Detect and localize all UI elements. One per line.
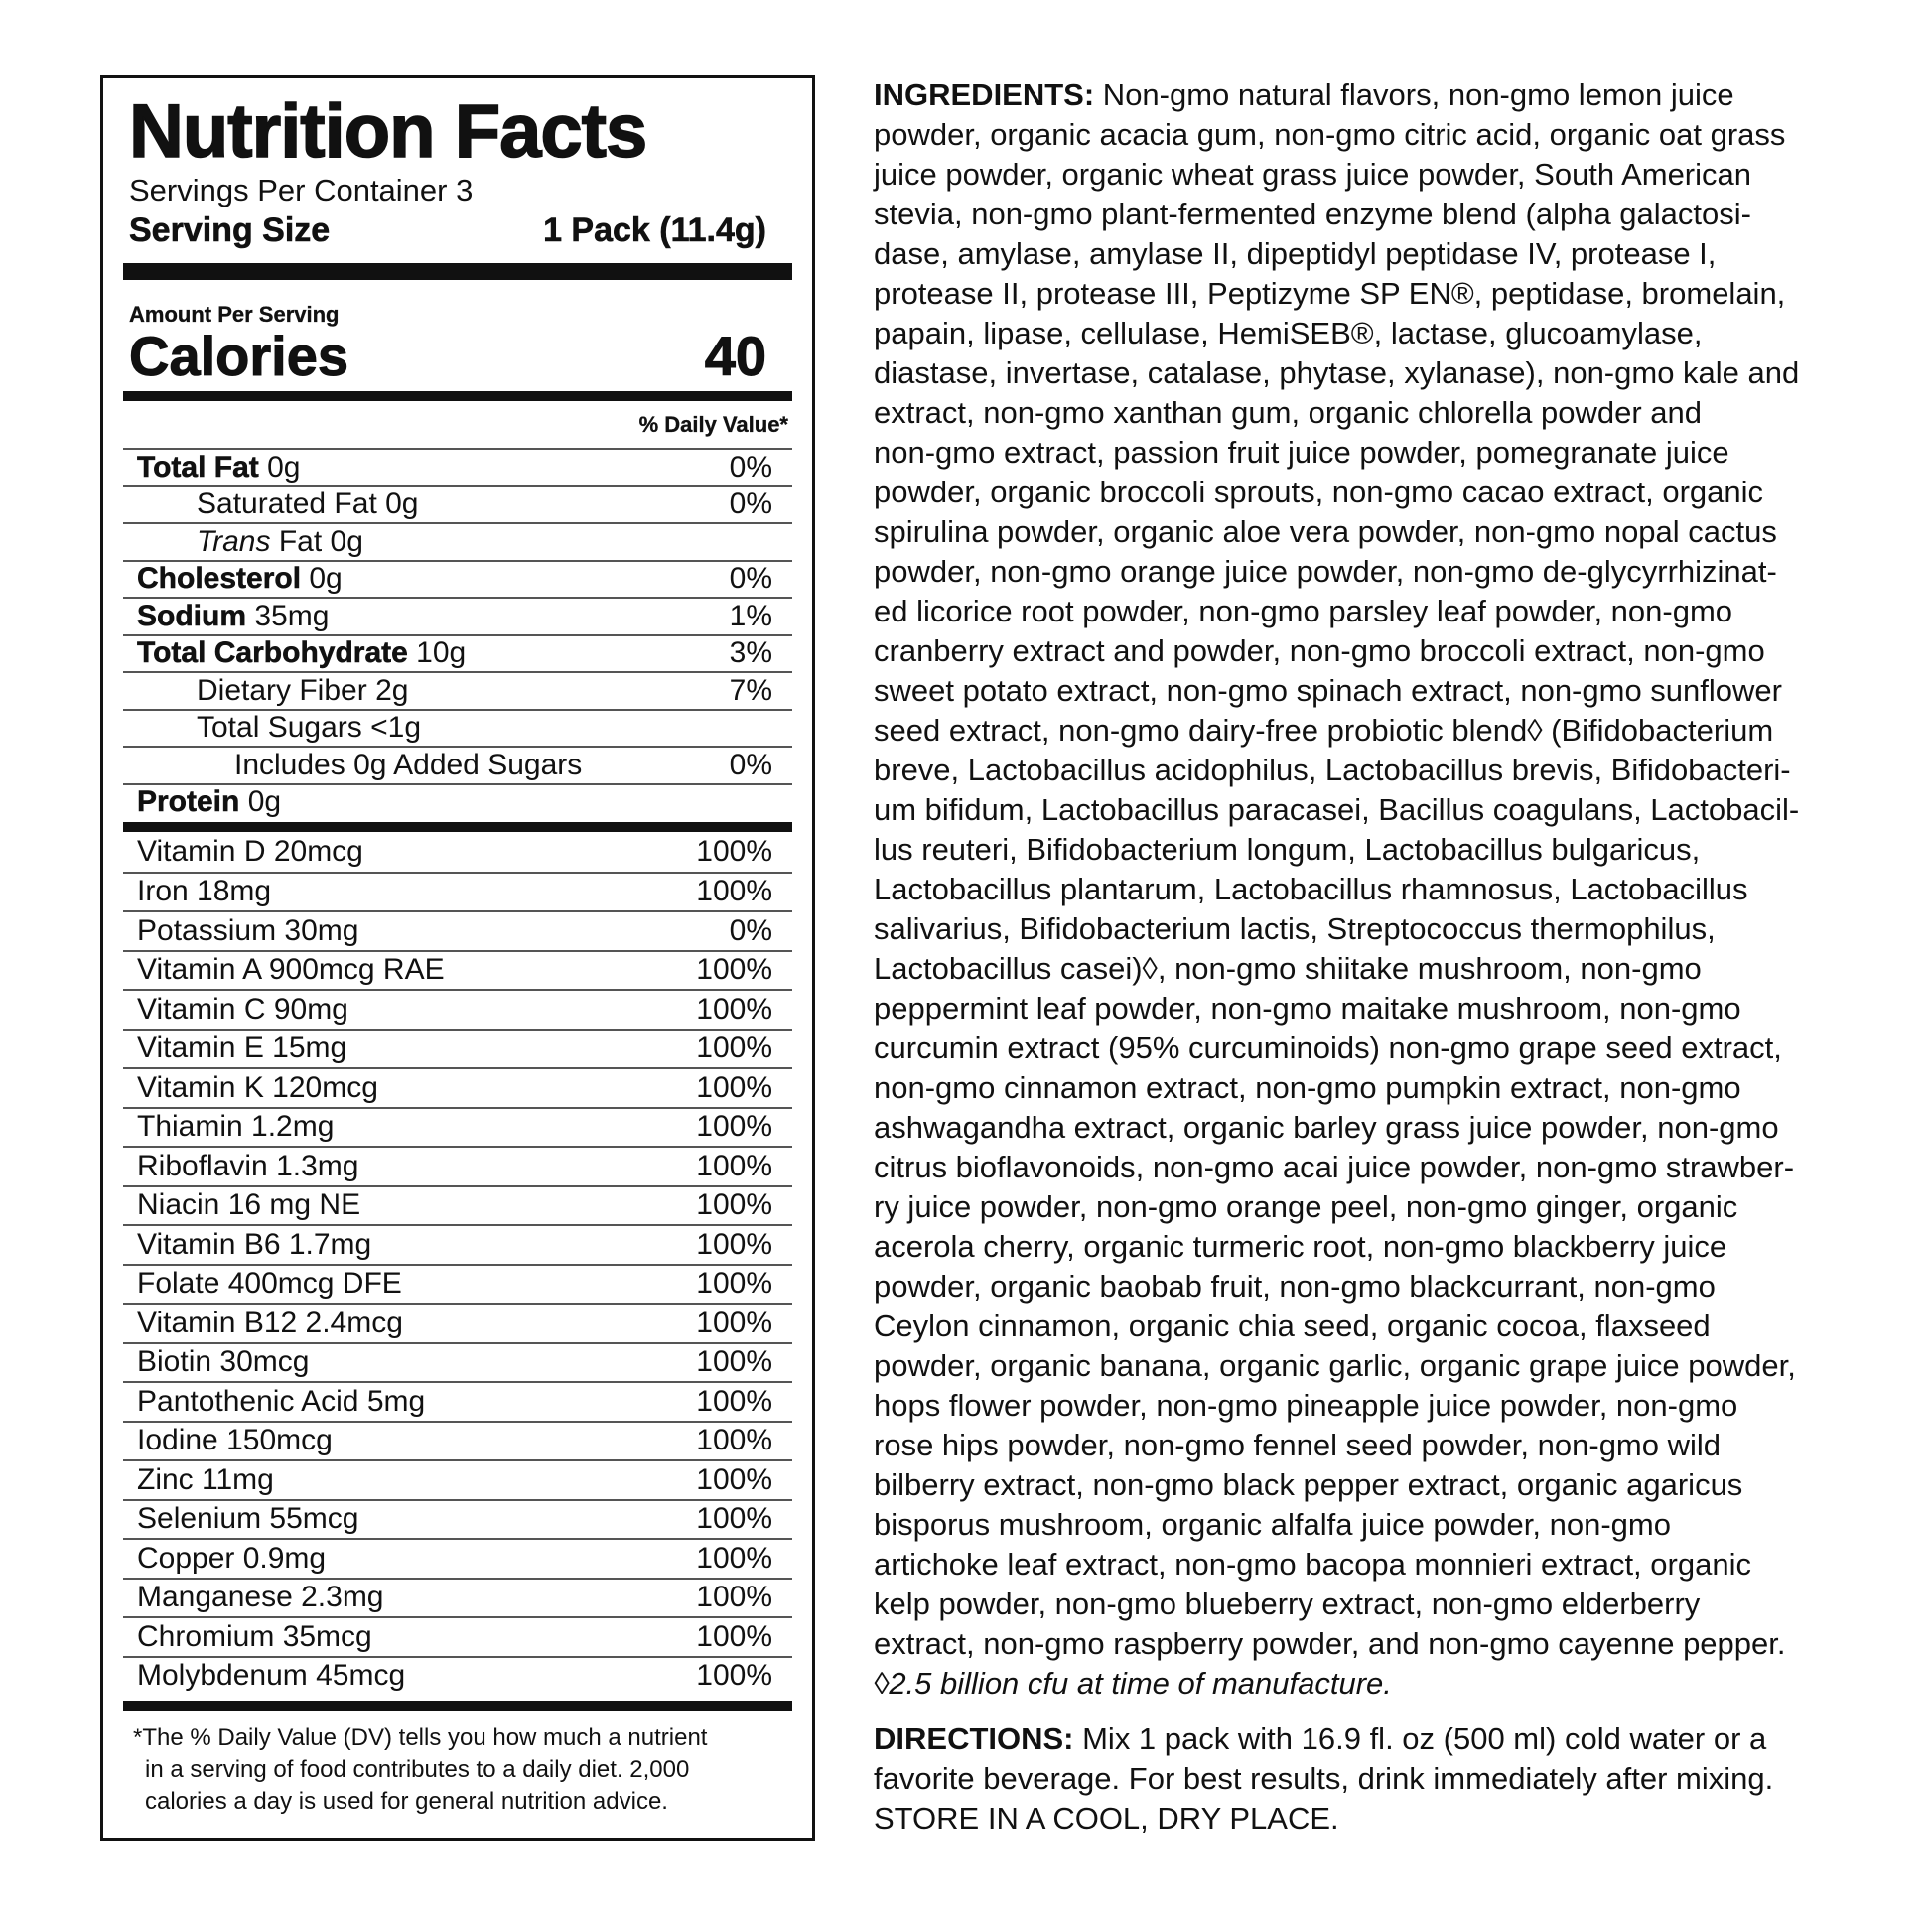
serving-size-label: Serving Size xyxy=(129,211,331,249)
ingredients-line: powder, organic banana, organic garlic, organic grape juice powder, xyxy=(874,1348,1796,1383)
nutrient-name: Includes 0g Added Sugars xyxy=(234,748,583,781)
ingredients-line: sweet potato extract, non-gmo spinach extract, non-gmo sunflower xyxy=(874,673,1782,708)
footnote-line: in a serving of food contributes to a daily diet. 2,000 xyxy=(145,1756,690,1783)
vitamin-row xyxy=(123,1067,792,1107)
ingredients-line: Ceylon cinnamon, organic chia seed, organic cocoa, flaxseed xyxy=(874,1309,1711,1343)
vitamin-label: Manganese 2.3mg xyxy=(137,1581,384,1614)
ingredients-line: acerola cherry, organic turmeric root, non-gmo blackberry juice xyxy=(874,1229,1727,1264)
vitamin-dv: 100% xyxy=(696,1541,772,1575)
ingredients-label: INGREDIENTS: xyxy=(874,77,1095,112)
vitamin-label: Vitamin B6 1.7mg xyxy=(137,1227,372,1261)
ingredients-line: bilberry extract, non-gmo black pepper extract, organic agaricus xyxy=(874,1467,1743,1502)
vitamin-row xyxy=(123,1342,792,1382)
vitamin-label: Selenium 55mcg xyxy=(137,1502,359,1536)
ingredients-line: non-gmo extract, passion fruit juice powder, pomegranate juice xyxy=(874,435,1729,470)
ingredients-line: dase, amylase, amylase II, dipeptidyl peptidase IV, protease I, xyxy=(874,236,1717,271)
vitamin-label: Chromium 35mcg xyxy=(137,1619,372,1653)
ingredients-line: rose hips powder, non-gmo fennel seed powder, non-gmo wild xyxy=(874,1428,1722,1462)
storage-instruction: STORE IN A COOL, DRY PLACE. xyxy=(874,1801,1339,1836)
medium-divider xyxy=(123,822,792,832)
vitamin-dv: 100% xyxy=(696,1345,772,1379)
ingredients-line: bisporus mushroom, organic alfalfa juice powder, non-gmo xyxy=(874,1507,1671,1542)
nutrient-dv: 7% xyxy=(729,673,772,707)
vitamin-row xyxy=(123,989,792,1029)
directions-section xyxy=(874,1720,1876,1839)
ingredients-line: protease II, protease III, Peptizyme SP EN®, peptidase, bromelain, xyxy=(874,276,1786,311)
ingredients-line: seed extract, non-gmo dairy-free probiotic blend◊ (Bifidobacterium xyxy=(874,713,1774,748)
ingredients-line: Lactobacillus plantarum, Lactobacillus rhamnosus, Lactobacillus xyxy=(874,872,1748,906)
nutrient-name: Protein xyxy=(137,785,240,819)
vitamin-label: Molybdenum 45mcg xyxy=(137,1659,406,1693)
nutrient-dv: 0% xyxy=(729,450,772,483)
ingredients-line: kelp powder, non-gmo blueberry extract, non-gmo elderberry xyxy=(874,1587,1701,1621)
vitamin-dv: 100% xyxy=(696,1619,772,1653)
vitamin-label: Niacin 16 mg NE xyxy=(137,1188,361,1222)
ingredients-line: powder, organic baobab fruit, non-gmo blackcurrant, non-gmo xyxy=(874,1269,1716,1304)
vitamin-label: Zinc 11mg xyxy=(137,1462,274,1496)
vitamin-dv: 100% xyxy=(696,1070,772,1104)
vitamin-row xyxy=(123,1107,792,1147)
footnote-line: *The % Daily Value (DV) tells you how much a nutrient xyxy=(133,1725,708,1751)
nutrition-facts-title: Nutrition Facts xyxy=(129,89,647,174)
nutrient-amount: 0g xyxy=(309,562,343,596)
vitamin-dv: 100% xyxy=(696,1227,772,1261)
vitamin-label: Potassium 30mg xyxy=(137,913,359,947)
footnote-line: calories a day is used for general nutrition advice. xyxy=(145,1788,668,1815)
vitamin-label: Vitamin C 90mg xyxy=(137,992,348,1026)
nutrient-amount: 10g xyxy=(416,636,467,670)
thick-divider xyxy=(123,263,792,280)
ingredients-line: ashwagandha extract, organic barley grass juice powder, non-gmo xyxy=(874,1110,1779,1145)
directions-line: DIRECTIONS: Mix 1 pack with 16.9 fl. oz (500 ml) cold water or a xyxy=(874,1722,1767,1756)
vitamin-dv: 100% xyxy=(696,1502,772,1536)
nutrient-amount: 0g xyxy=(247,785,282,819)
vitamin-label: Pantothenic Acid 5mg xyxy=(137,1384,426,1418)
nutrient-row-total-sugars xyxy=(123,709,792,747)
ingredients-line: peppermint leaf powder, non-gmo maitake mushroom, non-gmo xyxy=(874,991,1741,1026)
vitamin-dv: 100% xyxy=(696,992,772,1026)
ingredients-line: extract, non-gmo raspberry powder, and non-gmo cayenne pepper. xyxy=(874,1626,1786,1661)
probiotic-note: ◊2.5 billion cfu at time of manufacture. xyxy=(874,1666,1392,1701)
ingredients-line: hops flower powder, non-gmo pineapple juice powder, non-gmo xyxy=(874,1388,1738,1423)
ingredients-line: ed licorice root powder, non-gmo parsley leaf powder, non-gmo xyxy=(874,594,1733,628)
vitamin-dv: 100% xyxy=(696,1424,772,1457)
nutrient-row-added-sugars xyxy=(123,746,792,783)
vitamin-label: Vitamin B12 2.4mcg xyxy=(137,1306,403,1339)
vitamin-label: Riboflavin 1.3mg xyxy=(137,1149,359,1182)
nutrient-dv: 0% xyxy=(729,562,772,596)
daily-value-footnote xyxy=(123,1723,792,1818)
nutrient-name: Cholesterol xyxy=(137,562,302,596)
nutrient-dv: 0% xyxy=(729,748,772,781)
ingredients-line: powder, organic acacia gum, non-gmo citric acid, organic oat grass xyxy=(874,117,1786,152)
ingredients-line: stevia, non-gmo plant-fermented enzyme blend (alpha galactosi- xyxy=(874,197,1751,231)
vitamin-dv: 100% xyxy=(696,1110,772,1144)
vitamin-row xyxy=(123,1578,792,1617)
calories-label: Calories xyxy=(129,325,348,387)
nutrient-row-sodium xyxy=(123,597,792,634)
vitamin-label: Biotin 30mcg xyxy=(137,1345,310,1379)
nutrient-amount: <1g xyxy=(370,711,421,745)
ingredients-line: cranberry extract and powder, non-gmo broccoli extract, non-gmo xyxy=(874,633,1765,668)
serving-size xyxy=(129,209,766,251)
vitamin-label: Iodine 150mcg xyxy=(137,1424,333,1457)
ingredients-line: juice powder, organic wheat grass juice powder, South American xyxy=(874,157,1751,192)
vitamin-row xyxy=(123,1264,792,1304)
nutrient-dv: 0% xyxy=(729,487,772,521)
ingredients-section xyxy=(874,75,1876,1704)
nutrient-row-total-carbohydrate xyxy=(123,634,792,672)
vitamin-row xyxy=(123,1616,792,1656)
calories-value: 40 xyxy=(704,325,766,387)
nutrient-row-protein xyxy=(123,783,792,821)
vitamin-dv: 100% xyxy=(696,834,772,868)
daily-value-header: % Daily Value* xyxy=(638,412,788,437)
vitamin-label: Thiamin 1.2mg xyxy=(137,1110,335,1144)
ingredients-line: citrus bioflavonoids, non-gmo acai juice powder, non-gmo strawber- xyxy=(874,1150,1795,1184)
ingredients-line: breve, Lactobacillus acidophilus, Lactobacillus brevis, Bifidobacteri- xyxy=(874,753,1791,787)
vitamin-label: Vitamin K 120mcg xyxy=(137,1070,378,1104)
nutrient-amount: 0g xyxy=(330,524,363,558)
nutrient-name: Dietary Fiber xyxy=(197,673,367,707)
vitamin-dv: 0% xyxy=(729,913,772,947)
vitamin-dv: 100% xyxy=(696,1462,772,1496)
ingredients-line: powder, non-gmo orange juice powder, non-gmo de-glycyrrhizinat- xyxy=(874,554,1777,589)
vitamin-row xyxy=(123,1224,792,1264)
nutrient-name: Total Carbohydrate xyxy=(137,636,408,670)
directions-line: favorite beverage. For best results, drink immediately after mixing. xyxy=(874,1761,1774,1796)
nutrient-name: Sodium xyxy=(137,599,246,632)
nutrient-name: Total Sugars xyxy=(197,711,362,745)
amount-per-serving: Amount Per Serving xyxy=(129,302,340,327)
vitamin-dv: 100% xyxy=(696,953,772,987)
ingredients-line: Lactobacillus casei)◊, non-gmo shiitake mushroom, non-gmo xyxy=(874,951,1702,986)
vitamin-row xyxy=(123,910,792,950)
vitamin-dv: 100% xyxy=(696,1581,772,1614)
vitamin-dv: 100% xyxy=(696,1267,772,1301)
vitamin-mineral-list xyxy=(123,832,792,1695)
vitamin-row xyxy=(123,1185,792,1225)
vitamin-row xyxy=(123,1303,792,1342)
ingredients-line: extract, non-gmo xanthan gum, organic chlorella powder and xyxy=(874,395,1703,430)
nutrient-row-dietary-fiber xyxy=(123,671,792,709)
vitamin-row xyxy=(123,832,792,872)
nutrient-row-saturated-fat xyxy=(123,485,792,523)
ingredients-line: artichoke leaf extract, non-gmo bacopa monnieri extract, organic xyxy=(874,1547,1751,1582)
medium-divider xyxy=(123,391,792,401)
vitamin-dv: 100% xyxy=(696,1659,772,1693)
nutrient-amount: 0g xyxy=(267,450,301,483)
vitamin-row xyxy=(123,1459,792,1499)
nutrient-name: Saturated Fat xyxy=(197,487,377,521)
ingredients-line: lus reuteri, Bifidobacterium longum, Lactobacillus bulgaricus, xyxy=(874,832,1701,867)
nutrient-dv: 1% xyxy=(729,599,772,632)
vitamin-row xyxy=(123,1499,792,1539)
vitamin-label: Folate 400mcg DFE xyxy=(137,1267,402,1301)
nutrient-dv: 3% xyxy=(729,636,772,670)
vitamin-label: Vitamin A 900mcg RAE xyxy=(137,953,445,987)
calories-row xyxy=(129,325,766,387)
vitamin-row xyxy=(123,1538,792,1578)
nutrient-amount: 35mg xyxy=(254,599,330,632)
ingredients-line: salivarius, Bifidobacterium lactis, Streptococcus thermophilus, xyxy=(874,911,1716,946)
ingredients-line: um bifidum, Lactobacillus paracasei, Bacillus coagulans, Lactobacil- xyxy=(874,792,1800,827)
nutrient-name-italic: Trans xyxy=(197,524,271,558)
serving-size-value: 1 Pack (11.4g) xyxy=(543,211,766,249)
vitamin-label: Vitamin E 15mg xyxy=(137,1032,347,1065)
ingredients-line: diastase, invertase, catalase, phytase, xylanase), non-gmo kale and xyxy=(874,355,1800,390)
nutrient-amount: 0g xyxy=(385,487,419,521)
vitamin-dv: 100% xyxy=(696,1384,772,1418)
vitamin-row xyxy=(123,1656,792,1696)
nutrient-row-cholesterol xyxy=(123,560,792,598)
vitamin-dv: 100% xyxy=(696,1188,772,1222)
ingredients-line: non-gmo cinnamon extract, non-gmo pumpkin extract, non-gmo xyxy=(874,1070,1741,1105)
ingredients-line: papain, lipase, cellulase, HemiSEB®, lactase, glucoamylase, xyxy=(874,316,1703,350)
nutrient-amount: 2g xyxy=(375,673,409,707)
ingredients-line: spirulina powder, organic aloe vera powder, non-gmo nopal cactus xyxy=(874,514,1777,549)
nutrient-row-total-fat xyxy=(123,448,792,485)
nutrition-facts-panel xyxy=(100,75,815,1841)
vitamin-dv: 100% xyxy=(696,1306,772,1339)
vitamin-row xyxy=(123,950,792,990)
vitamin-dv: 100% xyxy=(696,875,772,908)
medium-divider xyxy=(123,1701,792,1711)
ingredients-line: ry juice powder, non-gmo orange peel, non-gmo ginger, organic xyxy=(874,1189,1738,1224)
vitamin-row xyxy=(123,872,792,911)
servings-per-container: Servings Per Container 3 xyxy=(129,173,474,207)
vitamin-label: Vitamin D 20mcg xyxy=(137,834,363,868)
ingredients-line: curcumin extract (95% curcuminoids) non-gmo grape seed extract, xyxy=(874,1031,1782,1065)
nutrient-name: Total Fat xyxy=(137,450,259,483)
nutrient-row-trans-fat xyxy=(123,522,792,560)
vitamin-label: Copper 0.9mg xyxy=(137,1541,327,1575)
vitamin-label: Iron 18mg xyxy=(137,875,272,908)
nutrient-name-suffix: Fat xyxy=(278,524,323,558)
vitamin-row xyxy=(123,1421,792,1460)
vitamin-dv: 100% xyxy=(696,1149,772,1182)
vitamin-dv: 100% xyxy=(696,1032,772,1065)
macro-nutrient-list xyxy=(123,448,792,820)
vitamin-row xyxy=(123,1029,792,1068)
directions-label: DIRECTIONS: xyxy=(874,1722,1074,1756)
vitamin-row xyxy=(123,1381,792,1421)
ingredients-line: INGREDIENTS: Non-gmo natural flavors, non-gmo lemon juice xyxy=(874,77,1734,112)
ingredients-line: powder, organic broccoli sprouts, non-gmo cacao extract, organic xyxy=(874,475,1764,509)
vitamin-row xyxy=(123,1146,792,1185)
